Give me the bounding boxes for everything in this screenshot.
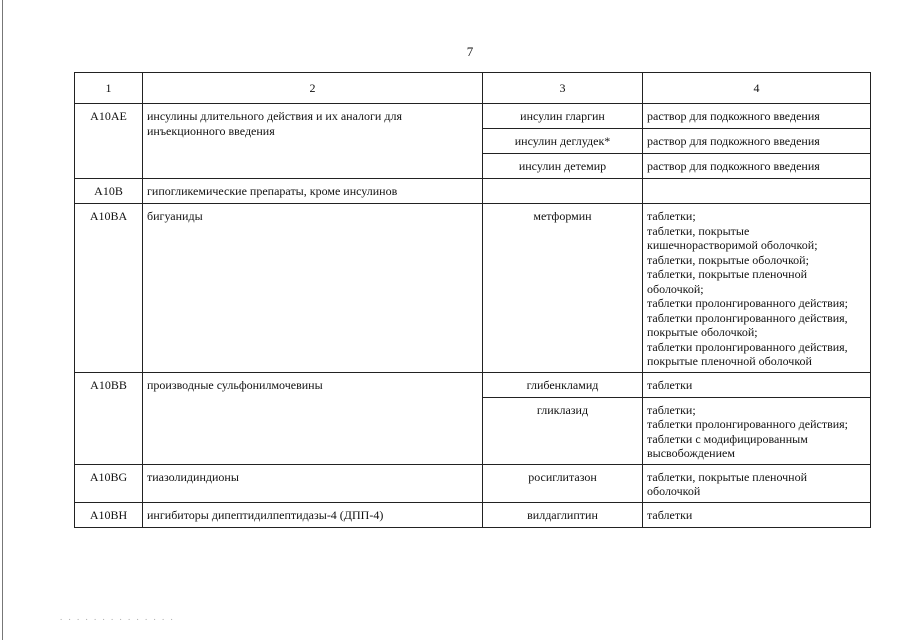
dosage-form-line: кишечнорастворимой оболочкой;: [647, 238, 818, 252]
table-row-a10b: [75, 179, 871, 204]
dosage-form-line: таблетки, покрытые пленочной: [647, 469, 808, 484]
dosage-form-line: таблетки;: [647, 402, 696, 417]
dosage-form-line: таблетки с модифицированным: [647, 431, 808, 446]
page-left-edge: [2, 0, 3, 640]
dosage-form-line: таблетки, покрытые пленочной: [647, 267, 808, 281]
table-header-row: [75, 73, 871, 104]
dosage-form: раствор для подкожного введения: [643, 154, 871, 179]
scan-noise-dots: . . . . . . . . . . . . . .: [60, 612, 175, 622]
inn-name: метформин: [483, 204, 643, 373]
dosage-form-line: таблетки пролонгированного действия,: [647, 310, 848, 325]
inn-name: инсулин деглудек*: [483, 129, 643, 154]
group-name: гипогликемические препараты, кроме инсулинов: [143, 179, 483, 204]
group-name: инсулины длительного действия и их аналоги для инъекционного введения: [143, 104, 483, 179]
dosage-form-line: таблетки пролонгированного действия,: [647, 339, 848, 354]
table-row-a10bg: [75, 464, 871, 502]
dosage-form-line: таблетки, покрытые: [647, 223, 750, 238]
table-row-a10bb: [75, 372, 871, 397]
dosage-form-line: таблетки, покрытые оболочкой;: [647, 252, 809, 267]
dosage-forms: [643, 204, 871, 373]
table-row-a10ba: [75, 204, 871, 373]
atc-code: A10BA: [75, 204, 143, 373]
dosage-form-line: таблетки;: [647, 209, 696, 223]
group-name: ингибиторы дипептидилпептидазы-4 (ДПП-4): [143, 502, 483, 527]
header-col-4: 4: [643, 73, 871, 104]
page-number: 7: [466, 44, 474, 59]
drug-table: [74, 72, 871, 528]
atc-code: A10B: [75, 179, 143, 204]
group-name: бигуаниды: [143, 204, 483, 373]
inn-name: инсулин гларгин: [483, 104, 643, 129]
group-name: производные сульфонилмочевины: [143, 372, 483, 464]
inn-empty: [483, 179, 643, 204]
inn-name: глибенкламид: [483, 372, 643, 397]
inn-name: росиглитазон: [483, 464, 643, 502]
atc-code: A10BB: [75, 372, 143, 464]
dosage-form-line: покрытые пленочной оболочкой: [647, 354, 812, 368]
dosage-form-line: оболочкой;: [647, 281, 704, 296]
dosage-form-empty: [643, 179, 871, 204]
dosage-form: раствор для подкожного введения: [643, 104, 871, 129]
table-row-a10bh: [75, 502, 871, 527]
inn-name: вилдаглиптин: [483, 502, 643, 527]
dosage-forms: [643, 397, 871, 464]
atc-code: A10BH: [75, 502, 143, 527]
dosage-form-line: таблетки пролонгированного действия;: [647, 417, 849, 431]
group-name: тиазолидиндионы: [143, 464, 483, 502]
dosage-form-line: высвобождением: [647, 446, 735, 460]
header-col-3: 3: [483, 73, 643, 104]
dosage-form-line: оболочкой: [647, 484, 701, 498]
dosage-form: таблетки: [643, 372, 871, 397]
inn-name: гликлазид: [483, 397, 643, 464]
header-col-1: 1: [75, 73, 143, 104]
header-col-2: 2: [143, 73, 483, 104]
dosage-form-line: покрытые оболочкой;: [647, 325, 758, 339]
dosage-form-line: таблетки пролонгированного действия;: [647, 296, 849, 310]
inn-name: инсулин детемир: [483, 154, 643, 179]
dosage-form: раствор для подкожного введения: [643, 129, 871, 154]
atc-code: A10AE: [75, 104, 143, 179]
dosage-forms: [643, 464, 871, 502]
dosage-form: таблетки: [643, 502, 871, 527]
table-row-a10ae: [75, 104, 871, 129]
atc-code: A10BG: [75, 464, 143, 502]
